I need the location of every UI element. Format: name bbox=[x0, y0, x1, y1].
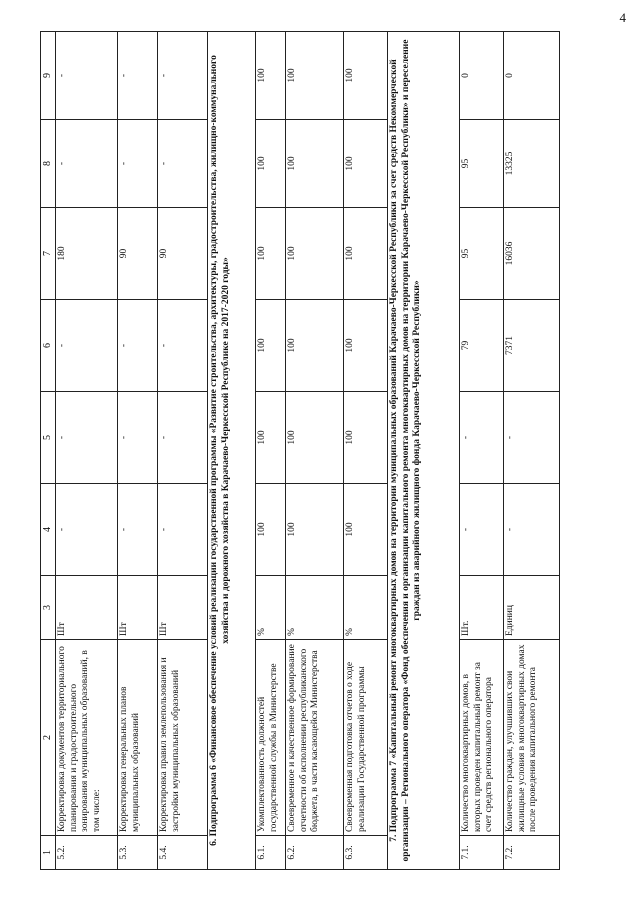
header-cell: 4 bbox=[41, 484, 56, 576]
header-cell: 6 bbox=[41, 300, 56, 392]
table-row bbox=[158, 32, 208, 870]
value-cell: - bbox=[56, 32, 118, 120]
value-cell: - bbox=[158, 32, 208, 120]
table-row bbox=[504, 32, 560, 870]
value-cell: 90 bbox=[118, 208, 158, 300]
unit-cell: % bbox=[256, 576, 286, 640]
table-row bbox=[118, 32, 158, 870]
row-number: 7.1. bbox=[460, 836, 504, 870]
section-title: 6. Подпрограмма 6 «Финансовое обеспечение условий реализации государственной программы «Развитие строительства, архитектуры, градостроительства, жилищно-коммунального хозяйства и дорожного хозяйства в Карачаево-Черкесской Республике на 2017-2020 годы» bbox=[208, 32, 256, 870]
indicator-name: Корректировка правил землепользования и застройки муниципальных образований bbox=[158, 640, 208, 836]
table-row bbox=[56, 32, 118, 870]
indicator-name: Количество граждан, улучшивших свои жилищные условия в многоквартирных домах после проведения капитального ремонта bbox=[504, 640, 560, 836]
value-cell: - bbox=[118, 120, 158, 208]
value-cell: 90 bbox=[158, 208, 208, 300]
value-cell: - bbox=[158, 120, 208, 208]
value-cell: 100 bbox=[286, 392, 344, 484]
unit-cell: Шт bbox=[158, 576, 208, 640]
row-number: 6.2. bbox=[286, 836, 344, 870]
indicator-name: Укомплектованность должностей государственной службы в Министерстве bbox=[256, 640, 286, 836]
value-cell: 0 bbox=[504, 32, 560, 120]
value-cell: 100 bbox=[344, 392, 388, 484]
value-cell: 95 bbox=[460, 208, 504, 300]
value-cell: 7371 bbox=[504, 300, 560, 392]
indicator-name: Корректировка генеральных планов муниципальных образований bbox=[118, 640, 158, 836]
indicator-name: Количество многоквартирных домов, в которых проведен капитальный ремонт за счет средств регионального оператора bbox=[460, 640, 504, 836]
table-row bbox=[460, 32, 504, 870]
indicator-name: Своевременное и качественное формирование отчетности об исполнении республиканского бюджета, в части касающейся Министерства bbox=[286, 640, 344, 836]
value-cell: 100 bbox=[286, 120, 344, 208]
value-cell: 100 bbox=[256, 300, 286, 392]
value-cell: - bbox=[118, 392, 158, 484]
value-cell: - bbox=[118, 484, 158, 576]
header-cell: 5 bbox=[41, 392, 56, 484]
value-cell: - bbox=[158, 484, 208, 576]
value-cell: 180 bbox=[56, 208, 118, 300]
value-cell: - bbox=[504, 392, 560, 484]
value-cell: - bbox=[56, 120, 118, 208]
value-cell: - bbox=[504, 484, 560, 576]
value-cell: - bbox=[118, 300, 158, 392]
header-cell: 1 bbox=[41, 836, 56, 870]
section-row bbox=[208, 32, 256, 870]
value-cell: 100 bbox=[286, 300, 344, 392]
value-cell: - bbox=[118, 32, 158, 120]
row-number: 6.1. bbox=[256, 836, 286, 870]
indicators-table bbox=[40, 31, 560, 870]
value-cell: - bbox=[56, 484, 118, 576]
value-cell: 100 bbox=[256, 484, 286, 576]
value-cell: 13325 bbox=[504, 120, 560, 208]
unit-cell: Единиц bbox=[504, 576, 560, 640]
row-number: 5.4. bbox=[158, 836, 208, 870]
section-title: 7. Подпрограмма 7 «Капитальный ремонт многоквартирных домов на территории муниципальных образований Карачаево-Черкесской Республики за счет средств Некоммерческой организации – Регионального оператора «Фонд обеспечения и организации капитального ремонта многоквартирных домов на территории Карачаево-Черкесской Республики» и переселение граждан из аварийного жилищного фонда Карачаево-Черкесской Республики» bbox=[388, 32, 460, 870]
value-cell: 100 bbox=[344, 484, 388, 576]
value-cell: - bbox=[56, 392, 118, 484]
value-cell: 100 bbox=[344, 32, 388, 120]
page-number: 4 bbox=[619, 10, 626, 25]
value-cell: 100 bbox=[256, 392, 286, 484]
indicator-name: Корректировка документов территориального планирования и градостроительного зонирования муниципальных образований, в том числе: bbox=[56, 640, 118, 836]
table-row bbox=[256, 32, 286, 870]
unit-cell: Шт. bbox=[460, 576, 504, 640]
value-cell: 79 bbox=[460, 300, 504, 392]
value-cell: 95 bbox=[460, 120, 504, 208]
value-cell: 100 bbox=[344, 120, 388, 208]
table-row bbox=[286, 32, 344, 870]
unit-cell: Шт bbox=[118, 576, 158, 640]
value-cell: 100 bbox=[344, 208, 388, 300]
value-cell: 100 bbox=[286, 484, 344, 576]
value-cell: 100 bbox=[256, 208, 286, 300]
row-number: 7.2. bbox=[504, 836, 560, 870]
indicator-name: Своевременная подготовка отчетов о ходе реализации Государственной программы bbox=[344, 640, 388, 836]
header-cell: 9 bbox=[41, 32, 56, 120]
value-cell: - bbox=[158, 392, 208, 484]
rotated-page bbox=[40, 32, 600, 870]
header-cell: 8 bbox=[41, 120, 56, 208]
value-cell: 100 bbox=[256, 120, 286, 208]
value-cell: 16036 bbox=[504, 208, 560, 300]
unit-cell: Шт bbox=[56, 576, 118, 640]
unit-cell: % bbox=[344, 576, 388, 640]
row-number: 5.2. bbox=[56, 836, 118, 870]
unit-cell: % bbox=[286, 576, 344, 640]
header-row bbox=[41, 32, 56, 870]
header-cell: 7 bbox=[41, 208, 56, 300]
row-number: 5.3. bbox=[118, 836, 158, 870]
row-number: 6.3. bbox=[344, 836, 388, 870]
value-cell: - bbox=[158, 300, 208, 392]
value-cell: 100 bbox=[344, 300, 388, 392]
value-cell: - bbox=[460, 484, 504, 576]
value-cell: 100 bbox=[286, 208, 344, 300]
value-cell: 100 bbox=[286, 32, 344, 120]
header-cell: 2 bbox=[41, 640, 56, 836]
value-cell: 0 bbox=[460, 32, 504, 120]
value-cell: - bbox=[460, 392, 504, 484]
section-row bbox=[388, 32, 460, 870]
value-cell: - bbox=[56, 300, 118, 392]
header-cell: 3 bbox=[41, 576, 56, 640]
table-row bbox=[344, 32, 388, 870]
value-cell: 100 bbox=[256, 32, 286, 120]
